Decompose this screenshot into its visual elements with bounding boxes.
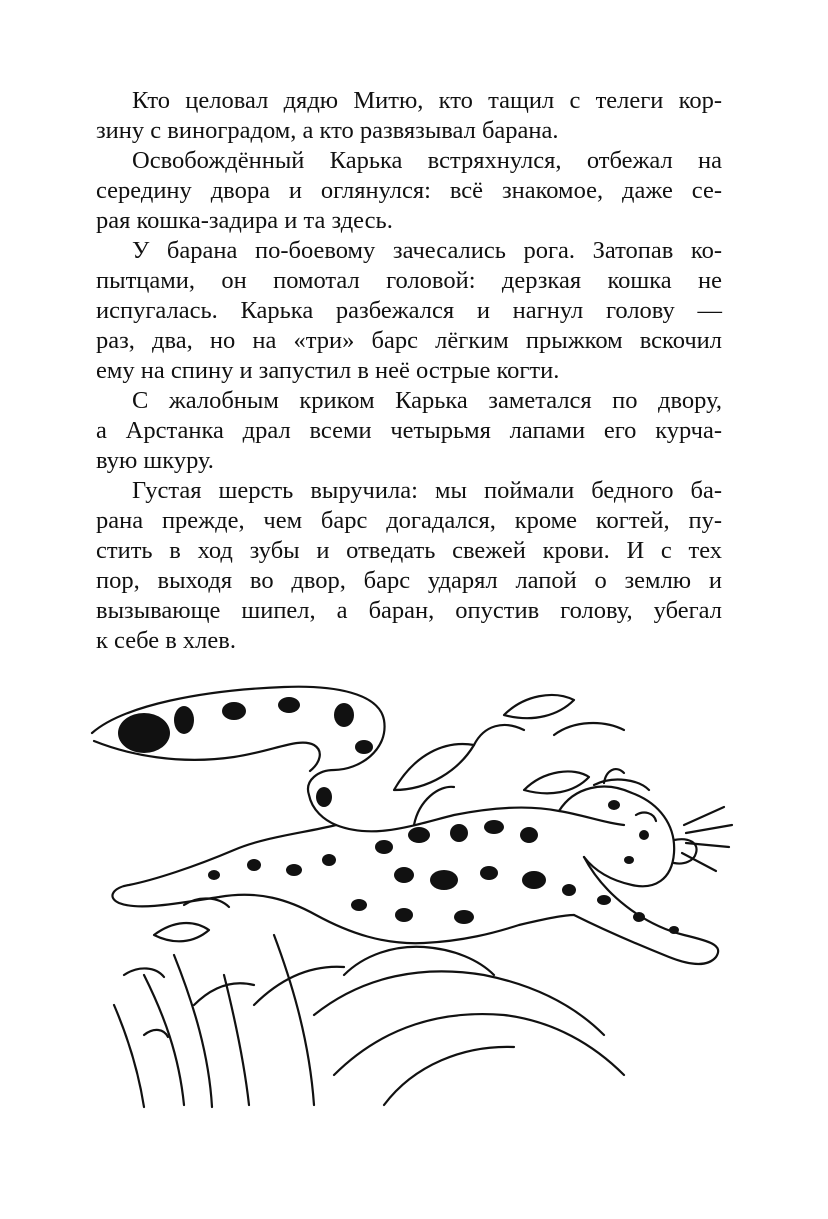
text-line: стить в ход зубы и отведать свежей крови. И с тех — [96, 537, 722, 564]
leopard-body — [336, 808, 624, 832]
grass — [114, 898, 624, 1107]
text-line: зину с виноградом, а кто развязывал барана. — [96, 117, 559, 144]
leopard-hind-leg — [112, 825, 574, 943]
text-line: У барана по-боевому зачесались рога. Затопав ко- — [132, 237, 722, 264]
text-line: Густая шерсть выручила: мы поймали бедного ба- — [132, 477, 722, 504]
text-line: Кто целовал дядю Митю, кто тащил с телеги кор- — [132, 87, 722, 114]
text-line: пытцами, он помотал головой: дерзкая кошка не — [96, 267, 722, 294]
text-line: Освобождённый Карька встряхнулся, отбежал на — [132, 147, 722, 174]
text-line: раз, два, но на «три» барс лёгким прыжком вскочил — [96, 327, 722, 354]
text-line: рана прежде, чем барс догадался, кроме когтей, пу- — [96, 507, 722, 534]
text-line: а Арстанка драл всеми четырьмя лапами его курча- — [96, 417, 722, 444]
text-line: испугалась. Карька разбежался и нагнул голову — — [96, 297, 722, 324]
text-line: пор, выходя во двор, барс ударял лапой о землю и — [96, 567, 722, 594]
text-line: рая кошка-задира и та здесь. — [96, 207, 393, 234]
text-line: к себе в хлев. — [96, 627, 236, 654]
leopard-front-leg — [574, 857, 718, 964]
body-text — [96, 86, 722, 656]
text-line: С жалобным криком Карька заметался по двору, — [132, 387, 722, 414]
text-line: вызывающе шипел, а баран, опустив голову, убегал — [96, 597, 722, 624]
text-line: ему на спину и запустил в неё острые когти. — [96, 357, 560, 384]
text-line: середину двора и оглянулся: всё знакомое, даже се- — [96, 177, 722, 204]
text-line: вую шкуру. — [96, 447, 214, 474]
leopard-illustration — [84, 675, 734, 1115]
